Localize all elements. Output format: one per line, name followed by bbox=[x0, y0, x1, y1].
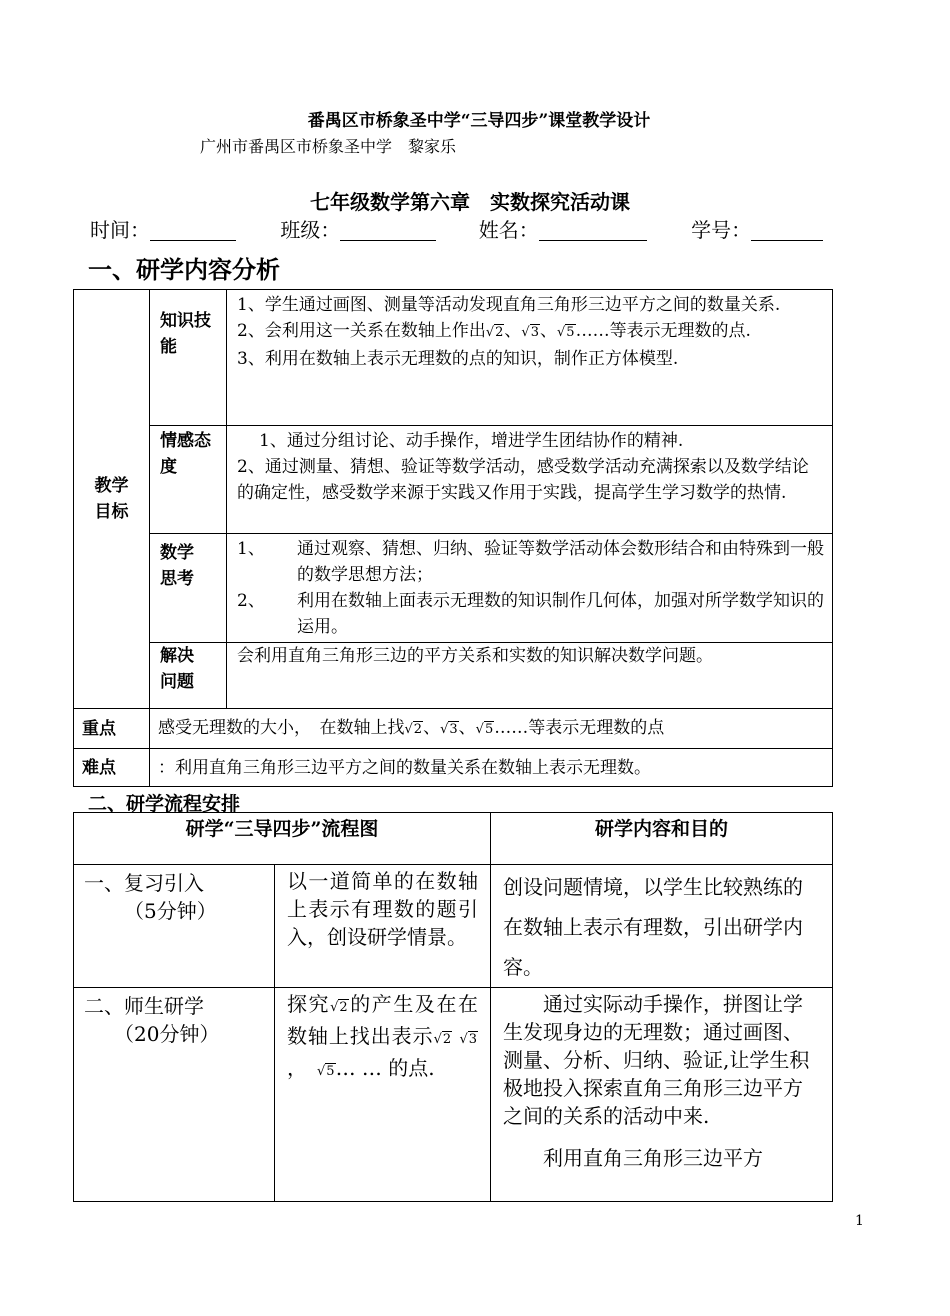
section-heading-1: 一、研学内容分析 bbox=[88, 255, 280, 284]
knowledge-label: 知识技能 bbox=[150, 290, 227, 426]
emotion-line-2: 2、通过测量、猜想、验证等数学活动，感受数学活动充满探索以及数学结论的确定性，感受数学来源于实践又作用于实践，提高学生学习数学的热情. bbox=[237, 457, 809, 503]
emotion-content bbox=[227, 426, 833, 534]
flow-header-right: 研学内容和目的 bbox=[491, 813, 833, 865]
field-name[interactable] bbox=[479, 214, 647, 243]
sqrt-2-symbol: √2 bbox=[433, 1032, 452, 1047]
sqrt-2-symbol: √2 bbox=[404, 721, 423, 737]
field-label: 学号： bbox=[691, 218, 752, 242]
difficulty-label: 难点 bbox=[74, 749, 150, 787]
flow-table bbox=[73, 812, 833, 1202]
field-label: 姓名： bbox=[478, 218, 539, 242]
emotion-label: 情感态度 bbox=[150, 426, 227, 534]
knowledge-content bbox=[227, 290, 833, 426]
document-title: 番禺区市桥象圣中学“三导四步”课堂教学设计 bbox=[307, 111, 651, 131]
knowledge-line-2: 2、会利用这一关系在数轴上作出√2、√3、√5……等表示无理数的点. bbox=[237, 318, 824, 346]
field-time[interactable] bbox=[90, 214, 236, 243]
keypoint-content: 感受无理数的大小， 在数轴上找√2、√3、√5……等表示无理数的点 bbox=[150, 709, 833, 749]
solve-label: 解决问题 bbox=[150, 643, 227, 709]
flow-content-1: 以一道简单的在数轴上表示有理数的题引入，创设研学情景。 bbox=[275, 865, 491, 988]
step-name: 一、复习引入 bbox=[84, 871, 204, 895]
sqrt-3-symbol: √3 bbox=[521, 325, 539, 340]
sqrt-5-symbol: √5 bbox=[556, 325, 575, 340]
emotion-line-1: 1、通过分组讨论、动手操作，增进学生团结协作的精神. bbox=[259, 431, 684, 451]
sqrt-3-symbol: √3 bbox=[440, 721, 458, 737]
field-label: 班级： bbox=[280, 218, 341, 242]
sqrt-3-symbol: √3 bbox=[459, 1032, 478, 1047]
flow-header-left: 研学“三导四步”流程图 bbox=[74, 813, 491, 865]
step-time: （5分钟） bbox=[124, 899, 217, 923]
objectives-label: 教学目标 bbox=[74, 290, 150, 709]
flow-purpose-2 bbox=[491, 988, 833, 1202]
purpose-paragraph-1: 通过实际动手操作，拼图让学生发现身边的无理数；通过画图、测量、分析、归纳、验证,让学生积极地投入探索直角三角形三边平方之间的关系的活动中来. bbox=[503, 992, 810, 1128]
thinking-item-1: 1、 通过观察、猜想、归纳、验证等数学活动体会数形结合和由特殊到一般的数学思想方法； bbox=[237, 539, 824, 585]
flow-step-2 bbox=[74, 988, 275, 1202]
lesson-subtitle: 七年级数学第六章 实数探究活动课 bbox=[310, 190, 630, 214]
section-heading-2: 二、研学流程安排 bbox=[88, 793, 241, 815]
author-line: 广州市番禺区市桥象圣中学 黎家乐 bbox=[200, 137, 457, 156]
thinking-label: 数学思考 bbox=[150, 534, 227, 643]
sqrt-2-symbol: √2 bbox=[485, 325, 504, 340]
field-label: 时间： bbox=[90, 218, 150, 242]
step-time: （20分钟） bbox=[114, 1022, 220, 1046]
sqrt-5-symbol: √5 bbox=[317, 1064, 335, 1079]
knowledge-line-3: 3、利用在数轴上表示无理数的点的知识，制作正方体模型. bbox=[237, 349, 679, 369]
flow-content-2: 探究√2的产生及在在数轴上找出表示√2 √3， √5… … 的点. bbox=[275, 988, 491, 1202]
objectives-table bbox=[73, 289, 833, 787]
difficulty-content: ：利用直角三角形三边平方之间的数量关系在数轴上表示无理数。 bbox=[150, 749, 833, 787]
sqrt-5-symbol: √5 bbox=[475, 721, 494, 737]
solve-content: 会利用直角三角形三边的平方关系和实数的知识解决数学问题。 bbox=[227, 643, 833, 709]
field-class[interactable] bbox=[280, 214, 436, 243]
flow-purpose-1: 创设问题情境，以学生比较熟练的在数轴上表示有理数，引出研学内容。 bbox=[491, 865, 833, 988]
keypoint-label: 重点 bbox=[74, 709, 150, 749]
thinking-item-2: 2、 利用在数轴上面表示无理数的知识制作几何体，加强对所学数学知识的运用。 bbox=[237, 591, 824, 637]
sqrt-2-symbol: √2 bbox=[330, 1000, 348, 1015]
step-name: 二、师生研学 bbox=[84, 994, 204, 1018]
knowledge-line-1: 1、学生通过画图、测量等活动发现直角三角形三边平方之间的数量关系. bbox=[237, 295, 781, 315]
field-student-id[interactable] bbox=[691, 214, 823, 243]
flow-step-1 bbox=[74, 865, 275, 988]
purpose-paragraph-2: 利用直角三角形三边平方 bbox=[543, 1146, 764, 1170]
page-number: 1 bbox=[855, 1213, 864, 1229]
student-info-fields bbox=[90, 214, 850, 243]
thinking-content bbox=[227, 534, 833, 643]
